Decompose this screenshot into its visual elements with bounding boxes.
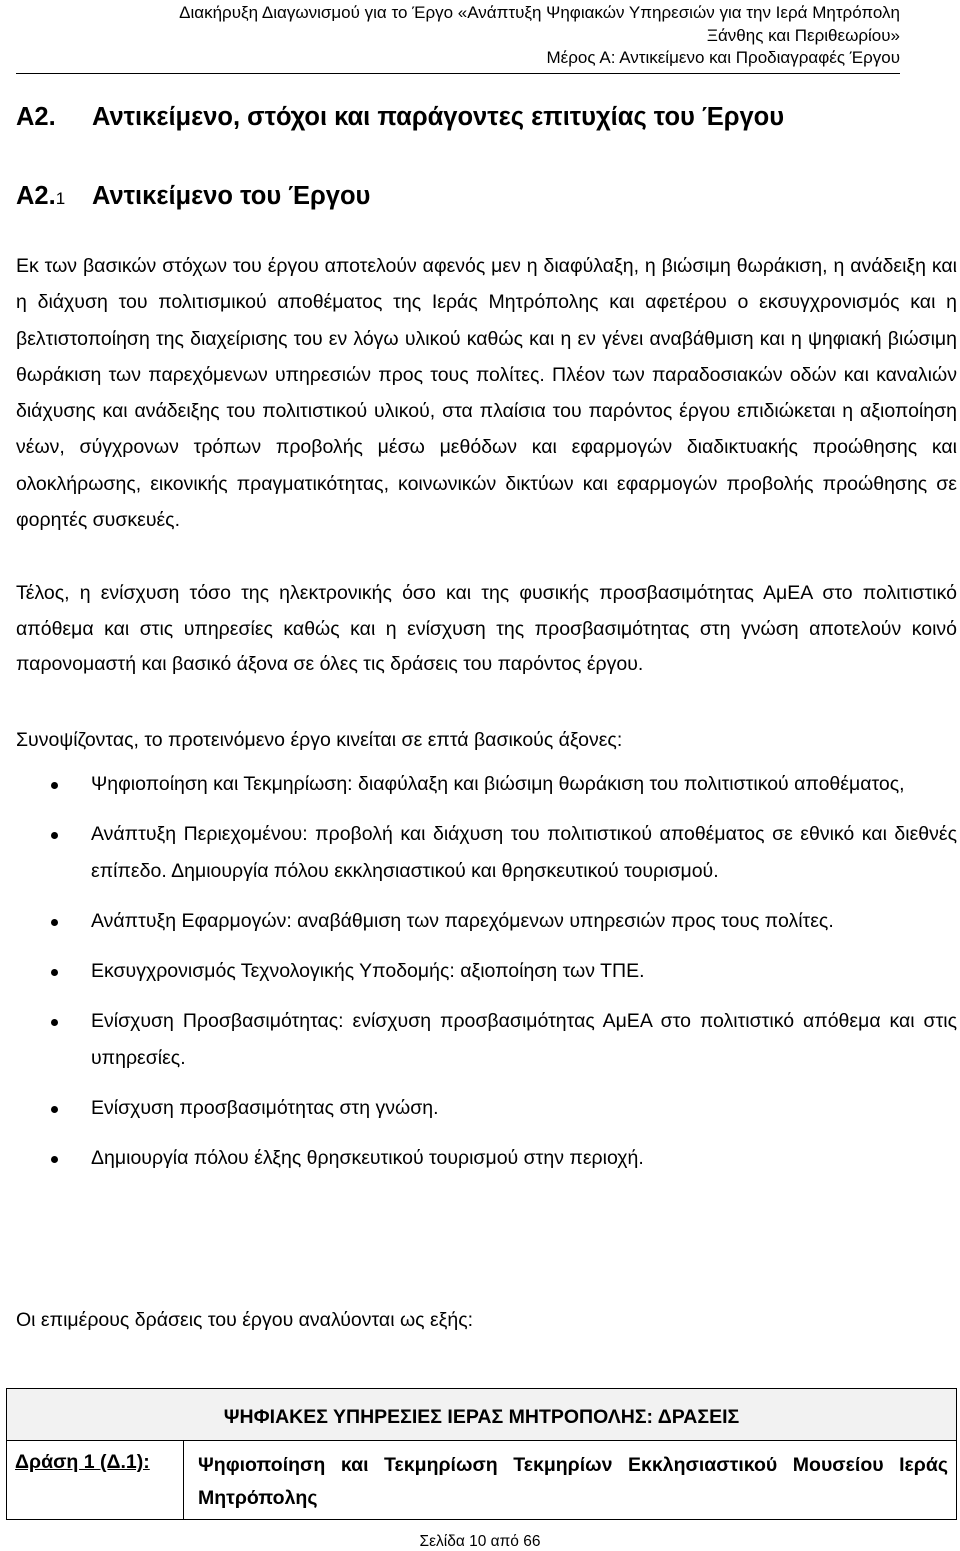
section-number: Α2. — [16, 103, 56, 131]
bullet-icon — [51, 919, 58, 926]
subsection-title: Αντικείμενο του Έργου — [92, 182, 371, 210]
list-item — [16, 766, 957, 802]
action-label: Δράση 1 (Δ.1): — [15, 1451, 150, 1473]
bullet-icon — [51, 832, 58, 839]
bullet-icon — [51, 782, 58, 789]
list-item — [16, 953, 957, 989]
paragraph-summary-intro: Συνοψίζοντας, το προτεινόμενο έργο κινείται σε επτά βασικούς άξονες: — [16, 729, 623, 751]
page-number: Σελίδα 10 από 66 — [419, 1533, 541, 1550]
table-header-row — [7, 1389, 957, 1441]
section-title: Αντικείμενο, στόχοι και παράγοντες επιτυχίας του Έργου — [92, 103, 785, 131]
axes-list — [16, 766, 957, 1191]
bullet-icon — [51, 1019, 58, 1026]
list-item-text: Ενίσχυση προσβασιμότητας στη γνώση. — [91, 1097, 439, 1120]
list-item-text: Ψηφιοποίηση και Τεκμηρίωση: διαφύλαξη και βιώσιμη θωράκιση του πολιτιστικού αποθέματος, — [91, 773, 905, 795]
list-item — [16, 1090, 957, 1126]
subsection-heading — [16, 182, 370, 211]
table-heading: ΨΗΦΙΑΚΕΣ ΥΠΗΡΕΣΙΕΣ ΙΕΡΑΣ ΜΗΤΡΟΠΟΛΗΣ: ΔΡΑΣΕΙΣ — [223, 1406, 740, 1428]
list-item — [16, 816, 957, 889]
table-heading-cell — [7, 1389, 957, 1441]
subsection-number-major: Α2. — [16, 182, 56, 210]
list-item-text: Εκσυγχρονισμός Τεχνολογικής Υποδομής: αξιοποίηση των ΤΠΕ. — [91, 960, 645, 983]
action-label-cell — [7, 1441, 184, 1520]
header-divider — [16, 73, 900, 74]
header-line-3: Μέρος Α: Αντικείμενο και Προδιαγραφές Έργου — [546, 48, 900, 67]
paragraph-actions-intro: Οι επιμέρους δράσεις του έργου αναλύονται ως εξής: — [16, 1309, 474, 1331]
list-item — [16, 1003, 957, 1076]
paragraph-objectives: Εκ των βασικών στόχων του έργου αποτελούν αφενός μεν η διαφύλαξη, η βιώσιμη θωράκιση, η ανάδειξη και η διάχυση του πολιτισμικού αποθέματος της Ιεράς Μητρόπολης και αφετέρου ο εκσυγχρονισμός και η βελτιστοποίηση της διαχείρισης του εν λόγω υλικού καθώς και η εν γένει αναβάθμιση και η ψηφιακή βιώσιμη θωράκιση των παρεχόμενων υπηρεσιών προς τους πολίτες. Πλέον των παραδοσιακών οδών και καναλιών διάχυσης και ανάδειξης του πολιτιστικού υλικού, στα πλαίσια του παρόντος έργου επιδιώκεται η αξιοποίηση νέων, σύγχρονων τρόπων προβολής μέσω μεθόδων και εφαρμογών διαδικτυακής προώθησης και ολοκλήρωσης, εικονικής πραγματικότητας, κοινωνικών δικτύων και εφαρμογών προβολής προώθησης σε φορητές συσκευές. — [16, 255, 957, 532]
header-line-2: Ξάνθης και Περιθεωρίου» — [706, 25, 900, 45]
list-item-text: Ενίσχυση Προσβασιμότητας: ενίσχυση προσβασιμότητας ΑμΕΑ στο πολιτιστικό απόθεμα και στις υπηρεσίες. — [91, 1010, 957, 1069]
action-description-cell — [184, 1441, 957, 1520]
subsection-number-minor: 1 — [55, 189, 66, 208]
list-item-text: Ανάπτυξη Περιεχομένου: προβολή και διάχυση του πολιτιστικού αποθέματος σε εθνικό και διεθνές επίπεδο. Δημιουργία πόλου εκκλησιαστικού και θρησκευτικού τουρισμού. — [91, 823, 957, 882]
actions-table — [6, 1388, 957, 1520]
bullet-icon — [51, 1106, 58, 1113]
list-item — [16, 903, 957, 939]
header-line-1: Διακήρυξη Διαγωνισμού για το Έργο «Ανάπτυξη Ψηφιακών Υπηρεσιών για την Ιερά Μητρόπολη — [179, 3, 900, 22]
bullet-icon — [51, 969, 58, 976]
paragraph-accessibility: Τέλος, η ενίσχυση τόσο της ηλεκτρονικής όσο και της φυσικής προσβασιμότητας ΑμΕΑ στο πολιτιστικό απόθεμα και στις υπηρεσίες καθώς και η ενίσχυση της προσβασιμότητας στη γνώση αποτελούν κοινό παρονομαστή και βασικό άξονα σε όλες τις δράσεις του παρόντος έργου. — [16, 582, 957, 676]
bullet-icon — [51, 1156, 58, 1163]
list-item-text: Δημιουργία πόλου έλξης θρησκευτικού τουρισμού στην περιοχή. — [91, 1147, 644, 1170]
action-description: Ψηφιοποίηση και Τεκμηρίωση Τεκμηρίων Εκκλησιαστικού Μουσείου Ιεράς Μητρόπολης — [198, 1454, 948, 1509]
list-item — [16, 1140, 957, 1176]
list-item-text: Ανάπτυξη Εφαρμογών: αναβάθμιση των παρεχόμενων υπηρεσιών προς τους πολίτες. — [91, 909, 834, 932]
section-heading — [16, 103, 784, 132]
running-header — [20, 2, 900, 70]
subsection-number — [16, 182, 92, 211]
table-row — [7, 1441, 957, 1520]
